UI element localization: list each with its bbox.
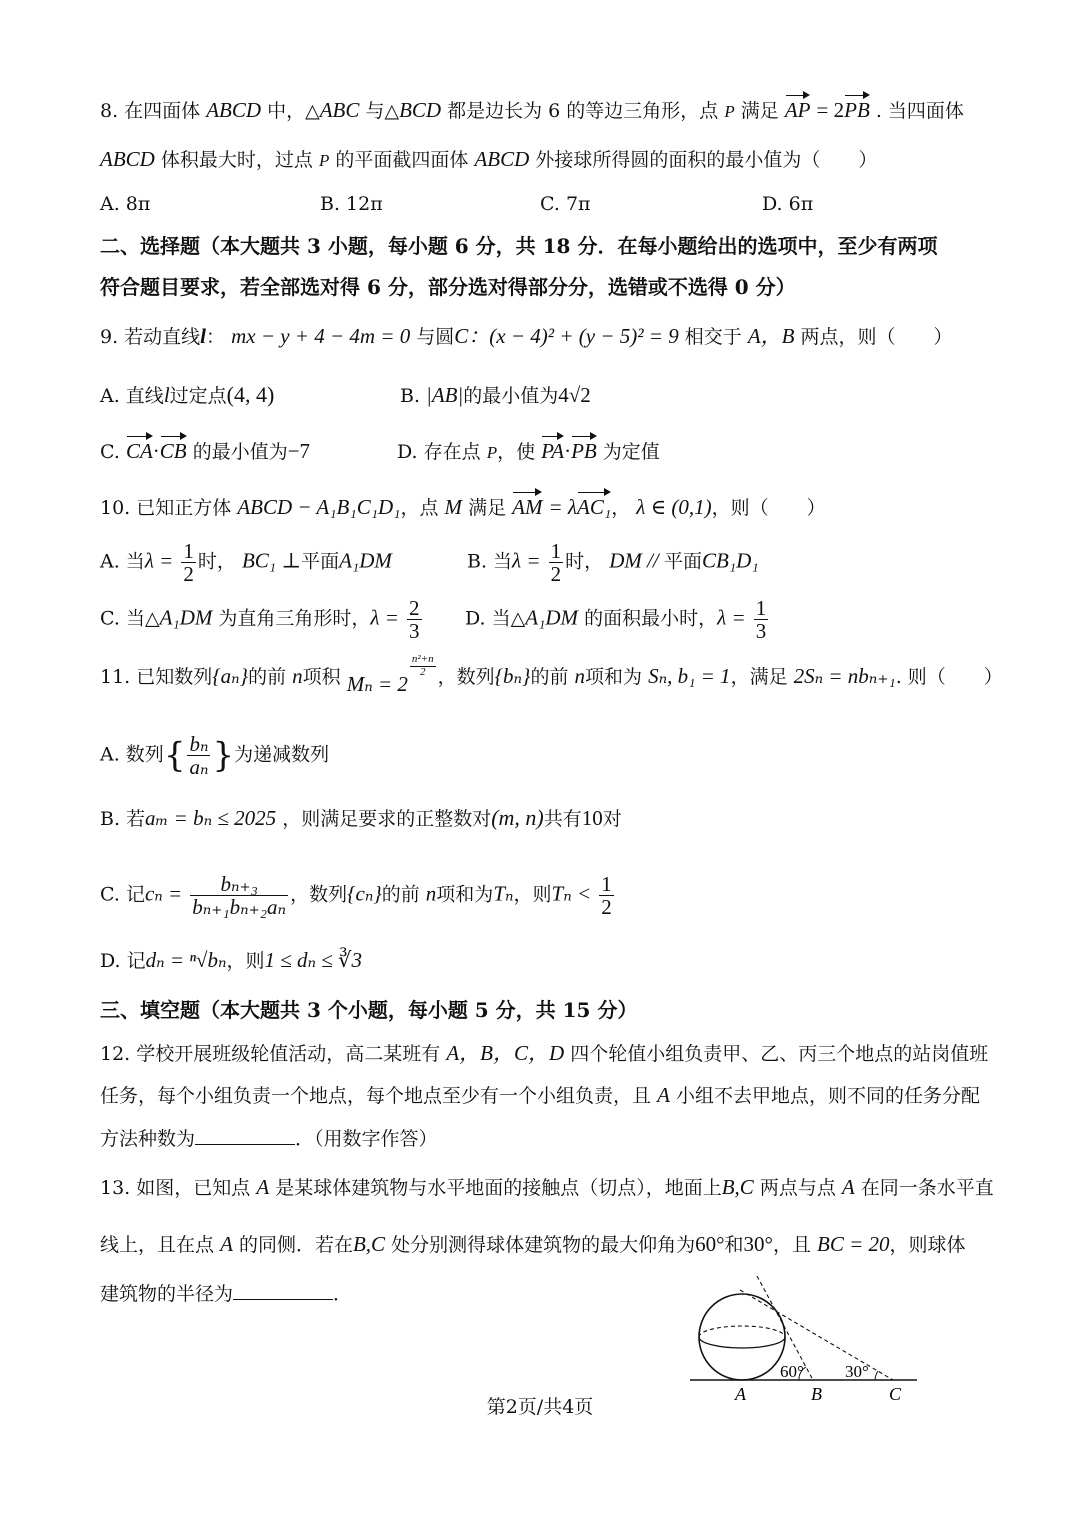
q8-text: 中，△ bbox=[267, 100, 320, 122]
frac-den: 2 bbox=[601, 895, 612, 920]
q13-point-a: A bbox=[256, 1175, 270, 1199]
q11-text: 的前 bbox=[530, 666, 569, 688]
frac-num: 1 bbox=[550, 539, 562, 563]
q13-angle: 30° bbox=[743, 1232, 773, 1256]
q11-dn: dₙ = ⁿ√bₙ bbox=[145, 948, 227, 972]
q10-opt-text: 为直角三角形时， bbox=[218, 607, 371, 630]
q8-tri-bcd: BCD bbox=[399, 98, 442, 122]
frac-den: 3 bbox=[755, 619, 767, 644]
frac-den: 3 bbox=[409, 619, 420, 644]
q10-text: ，则（ ） bbox=[711, 497, 826, 519]
q9-fixed-point: (4, 4) bbox=[226, 382, 275, 407]
q13-answer-blank[interactable] bbox=[233, 1279, 333, 1300]
q10-vector-am: AM bbox=[512, 495, 543, 519]
q9-min-value: −7 bbox=[287, 439, 311, 463]
q13-text: ，且 bbox=[772, 1234, 811, 1256]
q10-relation: DM // bbox=[609, 548, 665, 573]
q9-opt-text: 为定值 bbox=[602, 441, 660, 463]
q8-vector-pb: PB bbox=[844, 98, 870, 122]
q11-text: 的前 bbox=[248, 666, 287, 688]
q10-text: 满足 bbox=[468, 497, 507, 519]
q8-option-a: A. 8π bbox=[100, 193, 151, 215]
q10-opt-text: 时， bbox=[197, 550, 236, 573]
q13-text: 两点与点 bbox=[759, 1177, 836, 1199]
q9-opt-text: 的最小值为 bbox=[463, 385, 559, 407]
sphere-equator-front bbox=[699, 1337, 785, 1348]
q10-point-m: M bbox=[444, 495, 463, 519]
q9-text: 两点，则（ ） bbox=[800, 326, 953, 348]
q9-opt-text: C. bbox=[100, 441, 126, 463]
q9-circle-eq: ：(x − 4)² + (y − 5)² = 9 bbox=[468, 324, 679, 348]
q13-angle: 60° bbox=[695, 1232, 725, 1256]
q10-triangle: A₁DM bbox=[159, 605, 213, 630]
q13-point-a: A bbox=[220, 1232, 233, 1256]
q8-text: 8. 在四面体 bbox=[100, 100, 201, 122]
q13-line2 bbox=[100, 1230, 966, 1259]
frac-num: 1 bbox=[755, 596, 767, 620]
q8-point-p: P bbox=[318, 151, 330, 170]
q10-opt-text: 的面积最小时， bbox=[584, 607, 718, 630]
q12-answer-blank[interactable] bbox=[195, 1124, 295, 1145]
q11-condition: aₘ = bₙ ≤ 2025 bbox=[145, 806, 277, 830]
q13-text: 建筑物的半径为 bbox=[100, 1283, 234, 1305]
q9-option-c bbox=[100, 437, 310, 466]
q11-inequality: 1 ≤ dₙ ≤ ∛3 bbox=[264, 948, 362, 972]
q11-cn-fraction bbox=[190, 873, 288, 918]
q11-opt-text: C. 记 bbox=[100, 883, 145, 906]
q11-option-c bbox=[100, 873, 616, 918]
section2-heading: 二、选择题（本大题共 3 小题，每小题 6 分，共 18 分．在每小题给出的选项中，至少有两项 bbox=[100, 234, 938, 258]
q9-opt-text: B. bbox=[400, 385, 427, 407]
q8-text: 体积最大时，过点 bbox=[160, 149, 313, 171]
q11-inequality: Tₙ < bbox=[551, 881, 592, 906]
q9-points: A，B bbox=[747, 324, 795, 348]
q9-opt-text: D. 存在点 bbox=[397, 441, 481, 463]
q11-relation: 2Sₙ = nbₙ₊₁ bbox=[793, 664, 896, 688]
q12-text: 四个轮值小组负责甲、乙、丙三个地点的站岗值班 bbox=[570, 1043, 989, 1065]
frac-den: 2 bbox=[183, 562, 194, 587]
q13-line3 bbox=[100, 1279, 352, 1308]
exp-num: n²+n bbox=[411, 652, 434, 665]
q9-text: 9. 若动直线 bbox=[100, 326, 201, 348]
q8-point-p: P bbox=[724, 102, 735, 121]
q9-text: ： bbox=[206, 326, 226, 348]
q9-opt-text: 过定点 bbox=[169, 385, 227, 407]
q11-text: ，满足 bbox=[730, 666, 788, 688]
q9-min-value: 4√2 bbox=[558, 383, 591, 407]
frac-num: bₙ bbox=[189, 732, 209, 756]
q10-triangle: A₁DM bbox=[525, 605, 579, 630]
frac-den: 2 bbox=[550, 562, 562, 587]
q9-vector-ca: CA bbox=[125, 439, 153, 463]
q11-option-d bbox=[100, 946, 362, 975]
q9-opt-text: 的最小值为 bbox=[192, 441, 288, 463]
q13-points-bc: B,C bbox=[721, 1175, 754, 1199]
sphere-outline bbox=[699, 1294, 785, 1380]
section3-heading: 三、填空题（本大题共 3 个小题，每小题 5 分，共 15 分） bbox=[100, 998, 638, 1022]
q10-plane: A₁DM bbox=[339, 548, 392, 573]
q10-lambda: λ = bbox=[144, 548, 174, 573]
sight-line-c bbox=[740, 1290, 893, 1380]
q8-tetra: ABCD bbox=[474, 147, 530, 171]
q9-stem bbox=[100, 322, 953, 351]
q9-line-l: l bbox=[200, 324, 207, 348]
q11-half bbox=[599, 873, 614, 918]
q13-line1 bbox=[100, 1173, 994, 1202]
q11-seq-c: {cₙ} bbox=[347, 881, 382, 906]
label-c: C bbox=[889, 1384, 902, 1404]
q8-line2 bbox=[100, 145, 877, 175]
q8-option-d: D. 6π bbox=[762, 193, 814, 215]
q11-opt-text: 共有 bbox=[543, 808, 582, 830]
q10-range: λ ∈ (0,1) bbox=[636, 495, 712, 519]
q11-opt-text: 的前 bbox=[381, 883, 420, 906]
q11-opt-text: D. 记 bbox=[100, 950, 146, 972]
q8-text: 的平面截四面体 bbox=[335, 149, 469, 171]
frac-den: aₙ bbox=[189, 755, 209, 780]
q9-opt-text: A. 直线 bbox=[100, 385, 164, 407]
q10-opt-text: B. 当 bbox=[467, 550, 513, 573]
q12-group-a: A bbox=[657, 1083, 670, 1107]
q10-relation: BC₁ ⊥ bbox=[241, 548, 302, 573]
q10-opt-text: A. 当 bbox=[100, 550, 145, 573]
q8-text: . 当四面体 bbox=[875, 100, 964, 122]
q13-text: 13. 如图，已知点 bbox=[100, 1177, 251, 1199]
q11-n: n bbox=[425, 881, 437, 906]
q11-ratio bbox=[187, 733, 210, 778]
q13-text: 和 bbox=[724, 1234, 744, 1256]
q9-line-eq: mx − y + 4 − 4m = 0 bbox=[231, 324, 411, 348]
q13-points-bc: B,C bbox=[352, 1232, 386, 1256]
q12-line2 bbox=[100, 1081, 980, 1110]
q12-line1 bbox=[100, 1039, 988, 1068]
q10-plane: CB₁D₁ bbox=[702, 548, 759, 573]
q11-stem bbox=[100, 652, 1003, 696]
q11-text: . 则（ ） bbox=[895, 666, 1003, 688]
q9-vector-pb: PB bbox=[571, 439, 597, 463]
q8-tetra: ABCD bbox=[206, 98, 262, 122]
angle-arc-30 bbox=[875, 1371, 878, 1380]
q11-option-b bbox=[100, 804, 622, 833]
q13-figure bbox=[685, 1270, 930, 1405]
q13-text: ，则球体 bbox=[889, 1234, 966, 1256]
q12-text: 方法种数为 bbox=[100, 1128, 196, 1150]
q11-opt-text: 项和为 bbox=[436, 883, 494, 906]
q11-tn: Tₙ bbox=[493, 881, 514, 906]
q11-opt-text: ，则满足要求的正整数对 bbox=[282, 808, 492, 830]
q11-cn: cₙ = bbox=[144, 881, 183, 906]
q10-fraction bbox=[407, 597, 422, 642]
q13-text: 是某球体建筑物与水平地面的接触点（切点），地面上 bbox=[275, 1177, 722, 1199]
q10-lambda: λ = bbox=[370, 605, 399, 630]
q11-text: 项积 bbox=[302, 666, 341, 688]
q10-option-b bbox=[467, 540, 759, 585]
q9-vector-cb: CB bbox=[159, 439, 187, 463]
angle-60-label: 60° bbox=[780, 1362, 804, 1381]
q10-option-c bbox=[100, 597, 424, 642]
q10-option-a bbox=[100, 540, 392, 585]
q10-opt-text: 平面 bbox=[301, 550, 340, 573]
q10-opt-text: D. 当△ bbox=[465, 607, 526, 630]
q8-text: 满足 bbox=[740, 100, 779, 122]
q10-option-d bbox=[465, 597, 770, 642]
q11-n: n bbox=[292, 664, 303, 688]
q11-exponent bbox=[410, 654, 436, 678]
q9-option-b bbox=[400, 381, 591, 410]
q9-point-p: P bbox=[486, 443, 498, 462]
q10-text: ， bbox=[611, 497, 631, 519]
q9-option-a bbox=[100, 381, 274, 410]
frac-num: 2 bbox=[409, 596, 420, 620]
q8-option-c: C. 7π bbox=[540, 193, 591, 215]
q8-option-b: B. 12π bbox=[320, 193, 383, 215]
q10-vector-ac1: AC₁ bbox=[577, 495, 612, 519]
label-a: A bbox=[735, 1384, 746, 1404]
q9-line-l: l bbox=[163, 383, 170, 407]
q10-stem bbox=[100, 493, 826, 522]
q8-vector-ap: AP bbox=[784, 98, 811, 122]
q11-n: n bbox=[574, 664, 586, 688]
q8-tetra: ABCD bbox=[100, 147, 155, 171]
q13-text: ． bbox=[333, 1283, 353, 1305]
q10-fraction bbox=[181, 540, 196, 585]
q11-opt-text: ，则 bbox=[226, 950, 265, 972]
q11-opt-text: ，数列 bbox=[290, 883, 348, 906]
q9-ab-length: |AB| bbox=[426, 383, 464, 407]
q10-lambda: λ = bbox=[717, 605, 746, 630]
label-b: B bbox=[811, 1384, 822, 1404]
q11-pair: (m, n) bbox=[491, 805, 544, 830]
q11-opt-text: 对 bbox=[602, 808, 622, 830]
q9-opt-text: ，使 bbox=[497, 441, 536, 463]
q8-line1 bbox=[100, 96, 964, 126]
frac-num: 1 bbox=[601, 872, 612, 896]
frac-num: 1 bbox=[183, 539, 194, 563]
q9-text: 与圆 bbox=[416, 326, 455, 348]
q10-opt-text: 平面 bbox=[664, 550, 703, 573]
q12-groups: A，B，C，D bbox=[446, 1041, 565, 1065]
q12-text: 小组不去甲地点，则不同的任务分配 bbox=[675, 1085, 980, 1107]
q11-opt-text: A. 数列 bbox=[100, 743, 164, 766]
q10-lambda: λ = bbox=[512, 548, 541, 573]
frac-den: bₙ₊₁bₙ₊₂aₙ bbox=[192, 895, 287, 920]
sphere-equator-back bbox=[699, 1326, 785, 1337]
q11-text: 项和为 bbox=[585, 666, 643, 688]
exp-den: 2 bbox=[420, 665, 426, 678]
q13-text: 线上，且在点 bbox=[100, 1234, 215, 1256]
q12-text: ．（用数字作答） bbox=[295, 1128, 438, 1150]
q10-eq: = λ bbox=[548, 495, 578, 519]
q10-text: 10. 已知正方体 bbox=[100, 497, 232, 519]
q11-text: 11. 已知数列 bbox=[100, 666, 213, 688]
q11-sum: Sₙ, b₁ = 1 bbox=[648, 664, 731, 688]
q9-text: 相交于 bbox=[684, 326, 742, 348]
q13-text: 的同侧．若在 bbox=[238, 1234, 353, 1256]
q11-count: 10 bbox=[581, 806, 603, 830]
q8-eq: = 2 bbox=[816, 98, 845, 122]
q13-text: 处分别测得球体建筑物的最大仰角为 bbox=[391, 1234, 696, 1256]
q9-vector-pa: PA bbox=[541, 439, 565, 463]
q10-fraction bbox=[754, 597, 769, 642]
q9-dot: · bbox=[564, 439, 572, 463]
q10-text: ，点 bbox=[400, 497, 439, 519]
q10-cube: ABCD − A₁B₁C₁D₁ bbox=[237, 495, 401, 519]
q13-point-a: A bbox=[841, 1175, 855, 1199]
q10-opt-text: 时， bbox=[565, 550, 604, 573]
q11-text: ，数列 bbox=[437, 666, 495, 688]
q9-option-d bbox=[397, 437, 660, 467]
q10-fraction bbox=[549, 540, 564, 585]
q12-text: 12. 学校开展班级轮值活动，高二某班有 bbox=[100, 1043, 441, 1065]
q8-tri-abc: ABC bbox=[319, 98, 360, 122]
q9-dot: · bbox=[152, 439, 160, 463]
q8-text: 与△ bbox=[365, 100, 400, 122]
q12-line3 bbox=[100, 1124, 438, 1153]
q12-text: 任务，每个小组负责一个地点，每个地点至少有一个小组负责，且 bbox=[100, 1085, 652, 1107]
q11-option-a: A. 数列{ $\frac{\text{bₙ}}{\text{aₙ}}$ }为递减数列 bbox=[100, 732, 330, 780]
q11-opt-text: ，则 bbox=[513, 883, 552, 906]
q11-product: Mₙ = 2 bbox=[346, 672, 408, 696]
page-footer: 第2页/共4页 bbox=[486, 1396, 594, 1418]
q11-opt-text: 为递减数列 bbox=[234, 743, 330, 766]
q8-text: 都是边长为 6 的等边三角形，点 bbox=[447, 100, 719, 122]
q11-seq-a: {aₙ} bbox=[212, 664, 249, 688]
q11-seq-b: {bₙ} bbox=[494, 664, 531, 688]
frac-num: bₙ₊₃ bbox=[190, 873, 288, 896]
q13-distance: BC = 20 bbox=[817, 1232, 890, 1256]
q13-text: 在同一条水平直 bbox=[860, 1177, 994, 1199]
angle-30-label: 30° bbox=[845, 1362, 869, 1381]
q8-text: 外接球所得圆的面积的最小值为（ ） bbox=[535, 149, 878, 171]
q11-opt-text: B. 若 bbox=[100, 808, 146, 830]
q10-opt-text: C. 当△ bbox=[100, 607, 160, 630]
section2-heading-cont: 符合题目要求，若全部选对得 6 分，部分选对得部分分，选错或不选得 0 分） bbox=[100, 275, 796, 299]
q9-circle-c: C bbox=[454, 324, 469, 348]
